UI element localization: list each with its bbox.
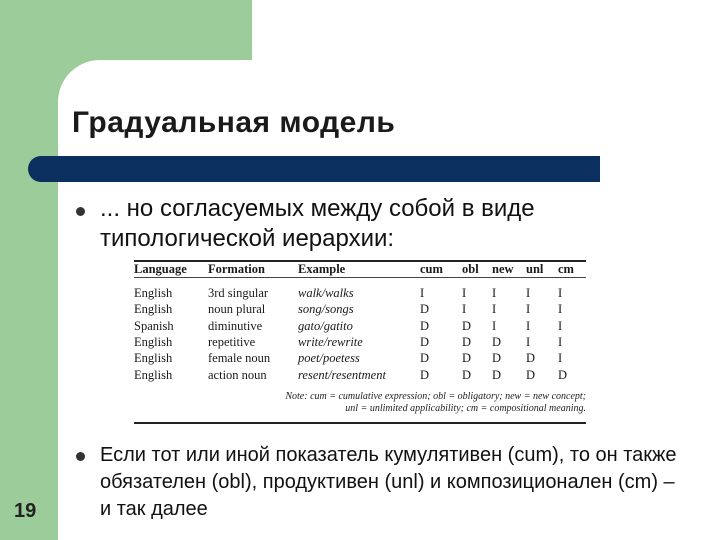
table-header-formation: Formation (208, 262, 265, 276)
table-cell: I (420, 286, 425, 300)
table-cell: poet/poetess (298, 351, 360, 366)
bullet-text-1: ... но согласуемых между собой в виде типологической иерархии: (100, 195, 535, 252)
slide-title: Градуальная модель (72, 106, 396, 139)
table-cell: English (134, 367, 173, 382)
table-cell: write/rewrite (298, 334, 363, 349)
table-cell: D (420, 367, 430, 382)
table-cell: song/songs (298, 302, 354, 317)
table-cell: I (462, 286, 467, 300)
table-header-rule (134, 277, 586, 278)
table-header-unl: unl (526, 262, 544, 276)
table-cell: D (462, 334, 472, 349)
table-note-line-2: unl = unlimited applicability; cm = compositional meaning. (345, 403, 586, 414)
table-cell: English (134, 351, 173, 366)
table-cell: English (134, 302, 173, 317)
table-cell: English (134, 334, 173, 349)
table-cell: I (558, 302, 563, 317)
morphology-table (134, 256, 586, 426)
table-cell: I (526, 318, 531, 333)
green-side-strip (0, 0, 58, 540)
table-cell: I (492, 286, 497, 300)
table-cell: I (558, 351, 563, 366)
table-cell: D (462, 351, 472, 366)
table-cell: I (462, 302, 467, 317)
title-underline-bar (28, 156, 600, 182)
bullet-dot-2 (76, 452, 85, 461)
table-cell: I (492, 318, 497, 333)
table-cell: I (526, 334, 531, 349)
table-cell: diminutive (208, 318, 263, 333)
table-cell: I (526, 302, 531, 317)
table-note-line-1: Note: cum = cumulative expression; obl = obligatory; new = new concept; (285, 391, 586, 402)
bullet-dot-1 (76, 207, 85, 216)
table-header-cm: cm (558, 262, 574, 276)
table-cell: I (558, 334, 563, 349)
table-cell: D (420, 302, 430, 317)
table-cell: 3rd singular (208, 286, 269, 300)
table-cell: repetitive (208, 334, 256, 349)
table-top-rule (134, 260, 586, 262)
table-cell: D (492, 367, 502, 382)
table-cell: D (462, 318, 472, 333)
table-cell: female noun (208, 351, 271, 366)
table-cell: noun plural (208, 302, 266, 317)
table-cell: I (558, 286, 563, 300)
table-cell: Spanish (134, 318, 174, 333)
table-cell: D (420, 318, 430, 333)
table-note (236, 391, 586, 415)
table-cell: resent/resentment (298, 367, 386, 382)
table-cell: action noun (208, 367, 267, 382)
table-cell: I (558, 318, 563, 333)
slide-number: 19 (14, 500, 37, 522)
table-cell: I (492, 302, 497, 317)
table-header-example: Example (298, 262, 346, 276)
table-cell: D (492, 351, 502, 366)
table-cell: D (462, 367, 472, 382)
table-header-language: Language (134, 262, 187, 276)
table-cell: D (420, 334, 430, 349)
bullet-text-2: Если тот или иной показатель кумулятивен (cum), то он также обязателен (obl), продуктивен (unl) и композиционален (cm) – и так далее (100, 444, 677, 520)
table-cell: gato/gatito (298, 318, 353, 333)
table-header-new: new (492, 262, 514, 276)
table-cell: English (134, 286, 173, 300)
table-cell: walk/walks (298, 286, 354, 300)
table-header-obl: obl (462, 262, 479, 276)
table-cell: D (420, 351, 430, 366)
table-bottom-rule (134, 422, 586, 424)
table-header-cum: cum (420, 262, 443, 276)
table-cell: I (526, 286, 531, 300)
table-cell: D (526, 367, 536, 382)
table-cell: D (526, 351, 536, 366)
table-cell: D (558, 367, 568, 382)
table-cell: D (492, 334, 502, 349)
